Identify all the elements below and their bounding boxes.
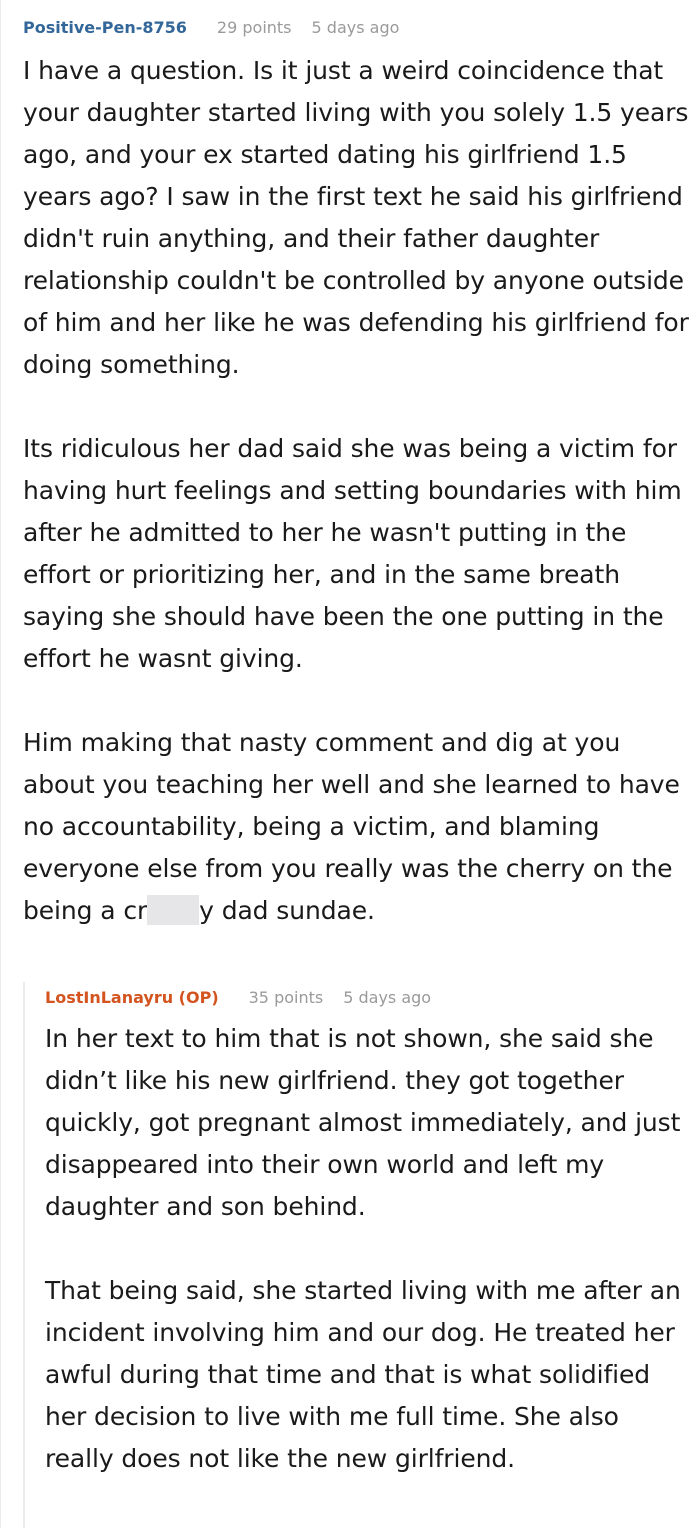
reply-paragraph: That being said, she started living with me after an incident involving him and our dog. He treated her awful during that time and that is what solidified her decision to live with me full time. She also really does not like the new girlfriend. [45,1276,681,1473]
comment-timestamp: 5 days ago [311,18,400,37]
comment-points: 29 points [216,18,292,37]
comment-meta [23,18,693,44]
reply-paragraph: In her text to him that is not shown, she said she didn’t like his new girlfriend. they got together quickly, got pregnant almost immediately, and just disappeared into their own world and left my daughter and son behind. [45,1024,681,1221]
reply-points: 35 points [248,988,324,1007]
reply-body [45,1018,685,1480]
reply-comment [23,982,693,1528]
reply-content [45,988,685,1480]
reply-timestamp: 5 days ago [343,988,432,1007]
censor-block [147,895,199,925]
comment-author-link[interactable]: Positive-Pen-8756 [23,18,187,37]
comment-body [23,50,693,932]
comment-paragraph: I have a question. Is it just a weird coincidence that your daughter started living with you solely 1.5 years ago, and your ex started dating his girlfriend 1.5 years ago? I saw in the first text he said his girlfriend didn't ruin anything, and their father daughter relationship couldn't be controlled by anyone outside of him and her like he was defending his girlfriend for doing something. [23,56,689,379]
comment-text: y dad sundae. [199,896,375,925]
reply-meta [45,988,685,1014]
reply-author-link[interactable]: LostInLanayru (OP) [45,988,219,1007]
comment-paragraph: Its ridiculous her dad said she was being a victim for having hurt feelings and setting boundaries with him after he admitted to her he wasn't putting in the effort or prioritizing her, and in the same breath saying she should have been the one putting in the effort he wasnt giving. [23,434,682,673]
comment [23,18,693,932]
comment-text: Him making that nasty comment and dig at you about you teaching her well and she learned to have no accountability, being a victim, and blaming everyone else from you really was the cherry on the being a cr [23,728,680,925]
comment-paragraph [23,722,693,932]
